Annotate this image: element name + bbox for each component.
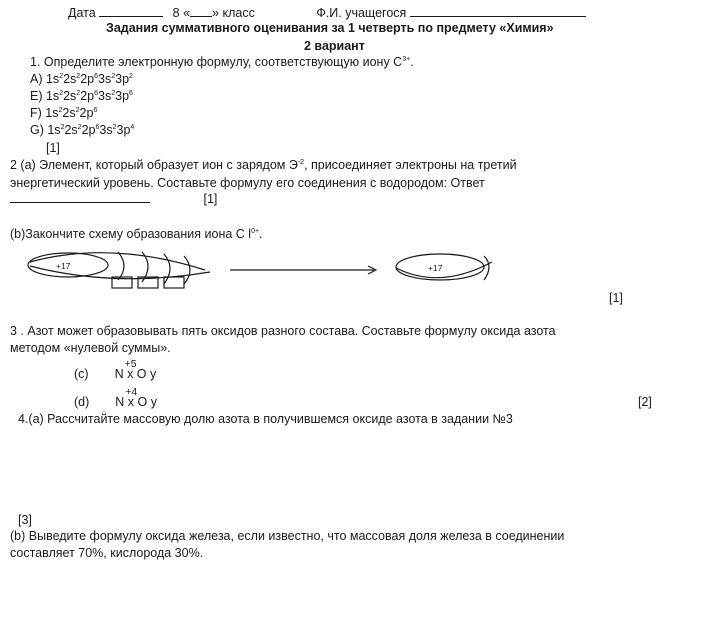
orbital: 2p [80,89,95,103]
q2a-line1-pre: 2 (а) Элемент, который образует ион с зарядом Э [10,158,298,172]
orbital-electrons: 2 [111,73,116,80]
orbital-electrons: 6 [93,107,98,114]
q1-option-label: E) [30,89,46,103]
q2b-text: (b)Закончите схему образования иона С $l^{0+}$. [10,227,263,241]
orbital-electrons: 2 [129,73,133,80]
orbital: 1s [45,106,59,120]
orbital-electrons: 6 [94,73,99,80]
orbital-electrons: 6 [129,90,133,97]
q1-option-label: A) [30,72,46,86]
orbital: 2p [79,106,94,120]
q1-ion-charge: 3+ [402,56,411,63]
orbital-electrons: 2 [112,124,117,131]
q2b-charge: 0+ [251,228,260,235]
q1-option-label: F) [30,106,46,120]
q4a-score: [3] [18,513,32,527]
grade-prefix: 8 « [172,6,191,20]
orbital-electrons: 2 [59,90,64,97]
left-shell-1 [118,252,124,280]
student-label: Ф.И. учащегося [316,6,407,20]
q1-question: 1. Определите электронную формулу, соответствующую иону С [30,55,403,69]
orbital-electrons: 2 [111,90,116,97]
orbital: 1s [47,123,61,137]
orbital-electrons: 2 [58,107,63,114]
q2b-question: (b)Закончите схему образования иона С l [10,227,252,241]
orbital-electrons: 2 [60,124,65,131]
oxide-formula [114,358,157,381]
orbital: 3s [98,72,112,86]
orbital: 2s [62,106,76,120]
orbital-electrons: 2 [75,107,80,114]
orbital: 1s [45,89,60,103]
q4b-line1: (b) Выведите формулу оксида железа, если известно, что массовая доля железа в соединении [10,529,565,543]
q3-item-label: (d) [74,395,90,409]
q2a-line1-post: , присоединяет электроны на третий [304,158,517,172]
oxidation-state: +4 [125,386,138,398]
q3-item [74,386,157,410]
q4b-line2: составляет 70%, кислорода 30%. [10,546,204,560]
oxide-formula [115,386,157,409]
right-shell-arc [396,262,492,278]
orbital: 3p [115,89,130,103]
q4a-text: 4.(a) Рассчитайте массовую долю азота в получившемся оксиде азота в задании №3 [18,412,513,426]
page-title: Задания суммативного оценивания за 1 четверть по предмету «Химия» [106,21,554,35]
q2a-charge: -2 [297,159,305,166]
element-symbol: N [114,367,128,381]
orbital: 2p [80,72,95,86]
date-label: Дата [68,6,96,20]
orbital-electrons: 2 [76,90,81,97]
q2b-score: [1] [609,291,623,305]
right-shell-1 [484,256,489,280]
orbital: 3s [98,89,112,103]
orbital: 2s [63,89,77,103]
q1-option-label: G) [30,123,48,137]
orbital: 2s [64,123,78,137]
formula-rest: x O y [127,367,157,381]
orbital: 2s [63,72,77,86]
right-nucleus-charge: +17 [428,263,443,273]
orbital-electrons: 6 [95,124,100,131]
q2a-score: [1] [203,192,218,206]
orbital: 3p [115,72,130,86]
orbital: 3p [116,123,131,137]
q3-line1: 3 . Азот может образовывать пять оксидов разного состава. Составьте формулу оксида азота [10,324,556,338]
left-shell-4 [184,256,190,284]
orbital-electrons: 4 [130,124,135,131]
q3-item-label: (c) [74,367,89,381]
variant-title: 2 вариант [304,39,365,53]
orbital: 3s [99,123,113,137]
orbital-electrons: 2 [76,73,81,80]
grade-suffix: » класс [212,6,255,20]
orbital-electrons: 2 [77,124,82,131]
oxidation-state: +5 [124,358,137,370]
left-shell-3 [164,254,170,284]
q3-score: [2] [638,395,652,409]
q1-text: 1. Определите электронную формулу, соответствующую иону $С^{3+}$. [30,55,414,69]
q3-item [74,358,157,382]
orbital-electrons: 2 [59,73,64,80]
formula-rest: x O y [127,395,157,409]
orbital: 2p [81,123,96,137]
orbital: 1s [45,72,60,86]
left-nucleus-charge: +17 [56,261,71,271]
q2a-line2: энергетический уровень. Составьте формулу его соединения с водородом: Ответ [10,176,485,190]
q1-score: [1] [46,141,60,155]
q3-line2: методом «нулевой суммы». [10,341,171,355]
element-symbol: N [115,395,128,409]
orbital-electrons: 6 [94,90,99,97]
